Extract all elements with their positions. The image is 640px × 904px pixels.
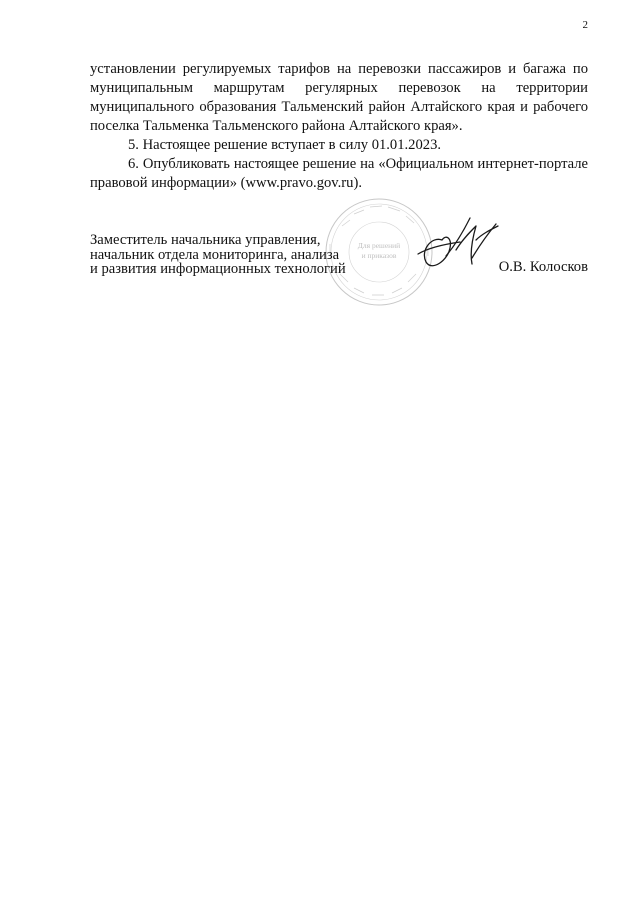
paragraph-item-5: 5. Настоящее решение вступает в силу 01.01.2023. xyxy=(128,137,442,153)
paragraph-continuation: установлении регулируемых тарифов на перевозки пассажиров и багажа по муниципальным маршрутам регулярных перевозок на территории муниципального образования Тальменский район Алтайского края и рабочего поселка Тальменка Тальменского района Алтайского края». xyxy=(90,61,588,134)
signatory-position-line-3: и развития информационных технологий xyxy=(90,261,346,277)
signatory-position-line-2: начальник отдела мониторинга, анализа xyxy=(90,246,340,263)
signatory-position xyxy=(90,233,390,277)
svg-text:Для решений: Для решений xyxy=(357,241,401,250)
page-number: 2 xyxy=(582,19,588,31)
paragraph-item-6: 6. Опубликовать настоящее решение на «Официальном интернет-портале правовой информации» (www.pravo.gov.ru). xyxy=(90,156,588,191)
signatory-position-line-1: Заместитель начальника управления, xyxy=(90,232,321,248)
document-body xyxy=(90,60,588,193)
signatory-name: О.В. Колосков xyxy=(498,259,588,275)
svg-text:и приказов: и приказов xyxy=(361,251,397,260)
